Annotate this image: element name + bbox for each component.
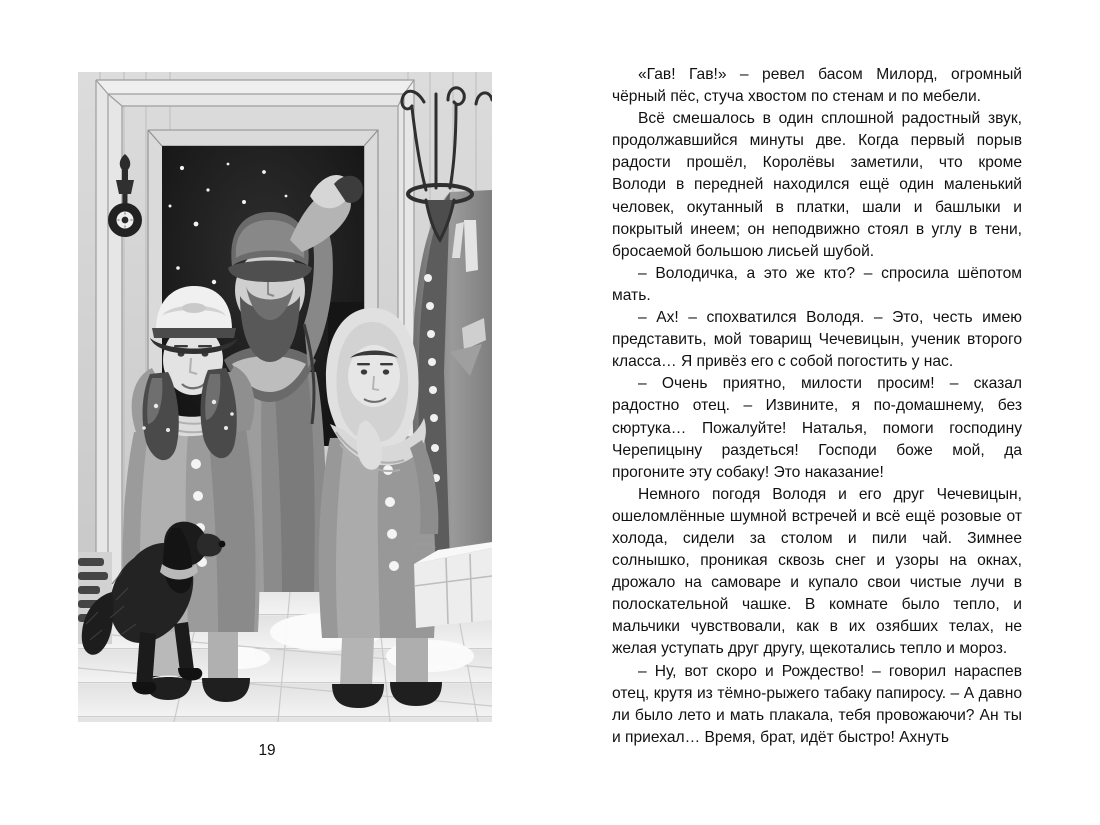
paragraph: – Очень приятно, милости просим! – сказал радостно отец. – Извините, я по-домашнему, без сюртука… Пожалуйте! Наталья, помоги господину Черепицыну раздеться! Господи боже мой, да прогоните эту собаку! Это наказание! — [612, 375, 1022, 481]
paragraph: Всё смешалось в один сплошной радостный звук, продолжавшийся минуты две. Когда первый порыв радости прошёл, Королёвы заметили, что кроме Володи в передней находился ещё один маленький человек, окутанный в платки, шали и башлыки и покрытый инеем; он неподвижно стоял в углу в тени, бросаемой большою лисьей шубой. — [612, 110, 1022, 260]
paragraph: «Гав! Гав!» – ревел басом Милорд, огромный чёрный пёс, стуча хвостом по стенам и по мебели. — [612, 66, 1022, 106]
illustration-artwork — [78, 72, 492, 722]
body-text-column — [612, 64, 1022, 749]
page-number-area — [0, 742, 1100, 760]
paragraph: – Володичка, а это же кто? – спросила шёпотом мать. — [612, 264, 1022, 304]
paragraph: – Ах! – спохватился Володя. – Это, честь имею представить, мой товарищ Чечевицын, ученик второго класса… Я привёз его с собой погостить у нас. — [612, 309, 1022, 371]
illustration — [78, 72, 492, 722]
paragraph: Немного погодя Володя и его друг Чечевицын, ошеломлённые шумной встречей и всё ещё розовые от холода, сидели за столом и пили чай. Зимнее солнышко, проникая сквозь снег и узоры на окнах, дрожало на самоваре и купало свои чистые лучи в полоскательной чашке. В комнате было тепло, и мальчики чувствовали, как в их озябших телах, не желая уступать друг другу, щекотались тепло и мороз. — [612, 485, 1022, 658]
paragraph: – Ну, вот скоро и Рождество! – говорил нараспев отец, крутя из тёмно-рыжего табаку папиросу. – А давно ли было лето и мать плакала, тебя провожаючи? Ан ты и приехал… Время, брат, идёт быстро! Ахнуть — [612, 662, 1022, 746]
page-number: 19 — [258, 742, 276, 759]
